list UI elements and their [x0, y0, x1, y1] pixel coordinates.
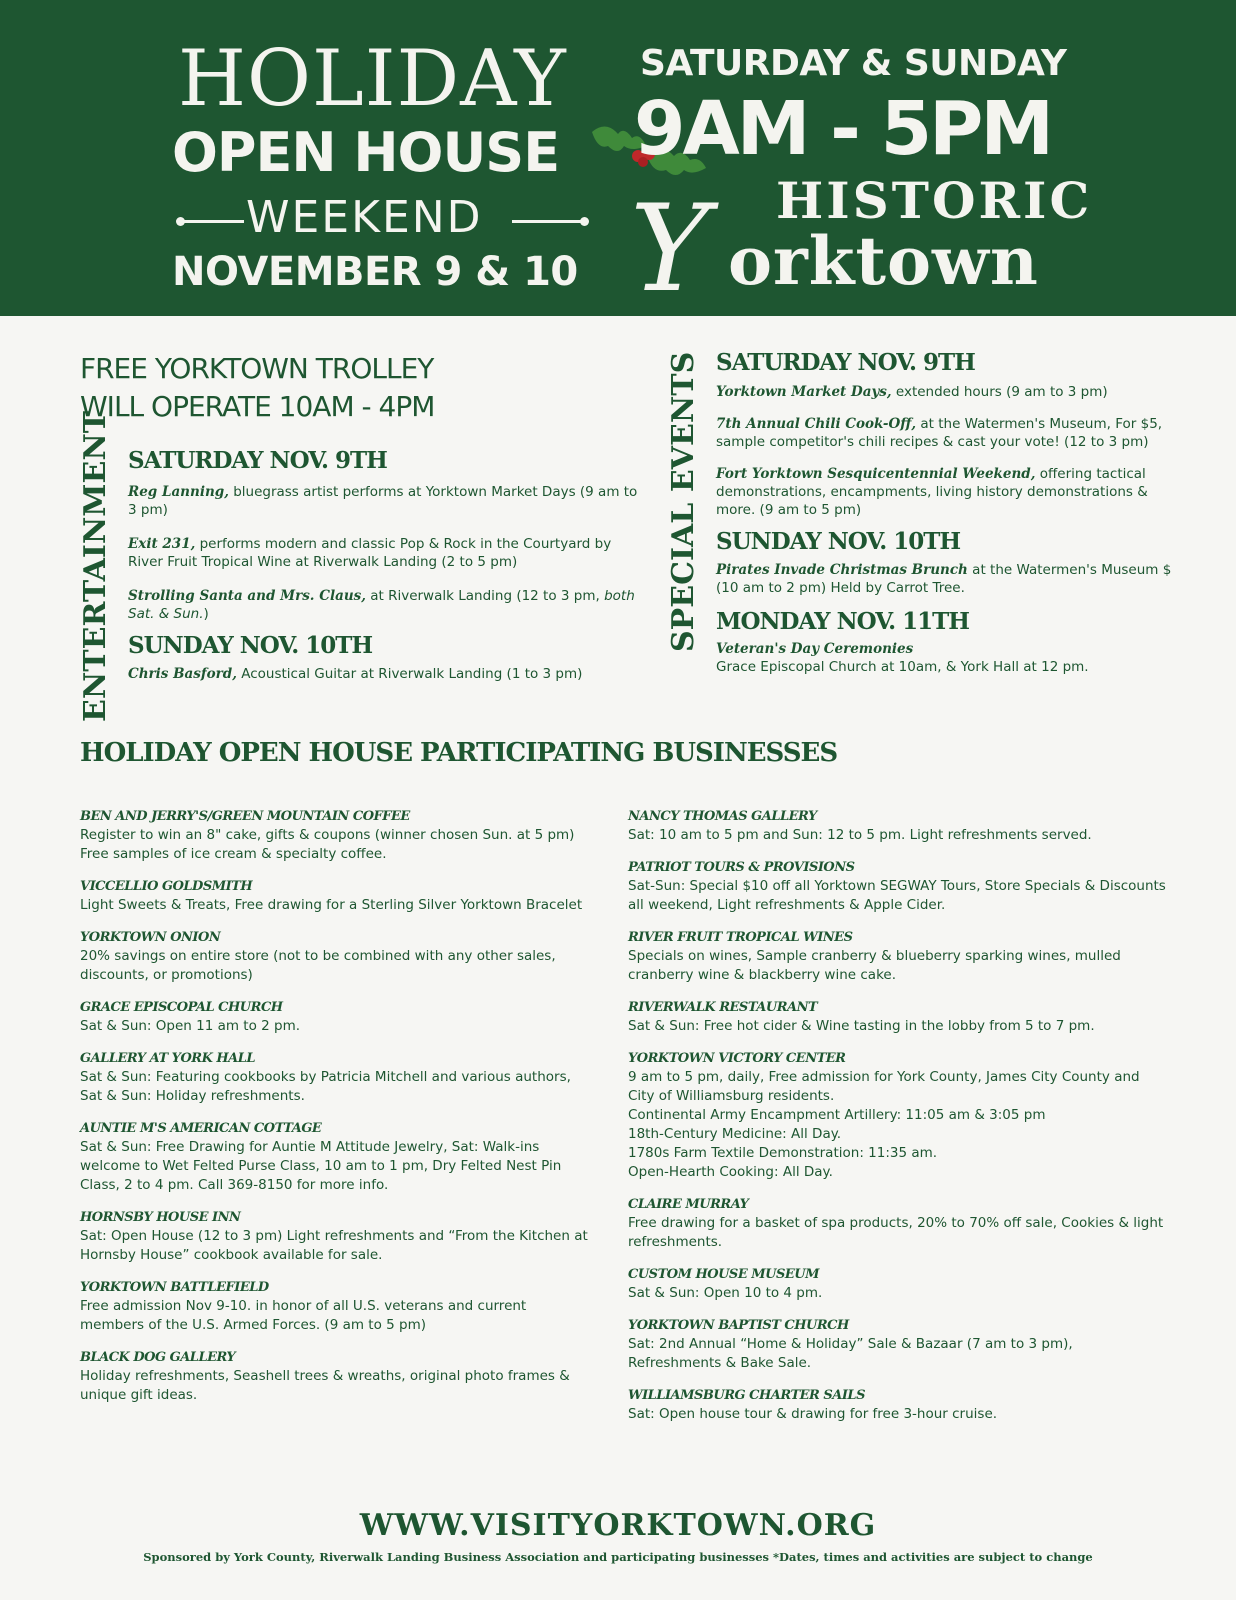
- entertainment-label: ENTERTAINMENT: [78, 410, 113, 722]
- business-item: [80, 1120, 590, 1195]
- business-description: Sat: Open house tour & drawing for free 3-hour cruise.: [628, 1406, 998, 1422]
- business-item: [628, 808, 1168, 845]
- header-banner: [0, 0, 1236, 319]
- business-name: YORKTOWN BATTLEFIELD: [80, 1280, 269, 1295]
- business-item: [80, 1279, 590, 1335]
- special-sat-heading: SATURDAY NOV. 9TH: [716, 349, 975, 376]
- business-description: Register to win an 8" cake, gifts & coupons (winner chosen Sun. at 5 pm) Free samples of ice cream & specialty coffee.: [80, 827, 575, 862]
- businesses-right-column: [628, 808, 1168, 1438]
- trolley-notice: [80, 350, 434, 426]
- event-item: Reg Lanning, bluegrass artist performs at Yorktown Market Days (9 am to 3 pm): [128, 484, 638, 519]
- business-description: Holiday refreshments, Seashell trees & wreaths, original photo frames & unique gift ideas.: [80, 1368, 570, 1403]
- business-name: BLACK DOG GALLERY: [80, 1350, 236, 1365]
- business-item: [628, 1050, 1168, 1182]
- business-item: [80, 878, 590, 915]
- business-item: [628, 929, 1168, 985]
- business-name: BEN AND JERRY'S/GREEN MOUNTAIN COFFEE: [80, 809, 410, 824]
- business-item: [80, 808, 590, 864]
- business-description: 9 am to 5 pm, daily, Free admission for York County, James City County and City of Williamsburg residents. Continental Army Encampment Artillery: 11:05 am & 3:05 pm 18th-Century Medicine: All Day. 1780s Farm Textile Demonstration: 11:35 am. Open-Hearth Cooking: All Day.: [628, 1069, 1140, 1180]
- business-description: Light Sweets & Treats, Free drawing for a Sterling Silver Yorktown Bracelet: [80, 897, 583, 913]
- event-days: SATURDAY & SUNDAY: [640, 43, 1067, 84]
- divider-dot: [580, 217, 589, 226]
- business-description: 20% savings on entire store (not to be combined with any other sales, discounts, or promotions): [80, 948, 556, 983]
- event-item: Strolling Santa and Mrs. Claus, at Riverwalk Landing (12 to 3 pm, both Sat. & Sun.): [128, 588, 635, 623]
- town-initial: Y: [630, 180, 710, 319]
- business-item: [80, 1050, 590, 1106]
- businesses-title: HOLIDAY OPEN HOUSE PARTICIPATING BUSINESSES: [80, 738, 838, 768]
- business-item: [80, 929, 590, 985]
- event-dates: NOVEMBER 9 & 10: [172, 249, 578, 295]
- event-item: Veteran's Day Ceremonies Grace Episcopal Church at 10am, & York Hall at 12 pm.: [716, 640, 1089, 675]
- event-hours: 9AM - 5PM: [634, 86, 1051, 172]
- business-item: [628, 1317, 1168, 1373]
- business-description: Free admission Nov 9-10. in honor of all U.S. veterans and current members of the U.S. Armed Forces. (9 am to 5 pm): [80, 1298, 527, 1333]
- business-description: Free drawing for a basket of spa products, 20% to 70% off sale, Cookies & light refreshments.: [628, 1215, 1164, 1250]
- entertainment-column: [128, 448, 638, 683]
- business-name: NANCY THOMAS GALLERY: [628, 809, 817, 824]
- divider-line: [512, 220, 582, 223]
- business-description: Sat & Sun: Open 10 to 4 pm.: [628, 1285, 823, 1301]
- title-weekend-row: [176, 192, 596, 246]
- business-name: YORKTOWN VICTORY CENTER: [628, 1051, 846, 1066]
- businesses-left-column: [80, 808, 590, 1419]
- event-item: Yorktown Market Days, extended hours (9 am to 3 pm): [716, 384, 1108, 401]
- business-description: Sat & Sun: Free hot cider & Wine tasting in the lobby from 5 to 7 pm.: [628, 1018, 1095, 1034]
- event-item: 7th Annual Chili Cook-Off, at the Watermen's Museum, For $5, sample competitor's chili recipes & cast your vote! (12 to 3 pm): [716, 416, 1163, 451]
- title-holiday: HOLIDAY: [178, 34, 567, 124]
- business-description: Sat: Open House (12 to 3 pm) Light refreshments and “From the Kitchen at Hornsby House” cookbook available for sale.: [80, 1228, 588, 1263]
- business-name: WILLIAMSBURG CHARTER SAILS: [628, 1388, 865, 1403]
- business-description: Specials on wines, Sample cranberry & blueberry sparking wines, mulled cranberry wine & blackberry wine cake.: [628, 948, 1121, 983]
- title-weekend: WEEKEND: [246, 192, 483, 243]
- special-sun-heading: SUNDAY NOV. 10TH: [716, 528, 961, 556]
- trolley-line-1: FREE YORKTOWN TROLLEY: [80, 352, 434, 385]
- business-name: VICCELLIO GOLDSMITH: [80, 879, 253, 894]
- event-item: Fort Yorktown Sesquicentennial Weekend, offering tactical demonstrations, encampments, living history demonstrations & more. (9 am to 5 pm): [716, 466, 1148, 519]
- business-description: Sat & Sun: Featuring cookbooks by Patricia Mitchell and various authors, Sat & Sun: Holiday refreshments.: [80, 1069, 571, 1104]
- business-name: GRACE EPISCOPAL CHURCH: [80, 1000, 283, 1015]
- business-item: [80, 1209, 590, 1265]
- website-link[interactable]: WWW.VISITYORKTOWN.ORG: [359, 1508, 877, 1543]
- business-name: RIVER FRUIT TROPICAL WINES: [628, 930, 853, 945]
- business-item: [628, 1196, 1168, 1252]
- special-events-label: SPECIAL EVENTS: [666, 351, 701, 652]
- trolley-line-2: WILL OPERATE 10AM - 4PM: [80, 390, 435, 423]
- business-item: [628, 859, 1168, 915]
- event-item: Chris Basford, Acoustical Guitar at Riverwalk Landing (1 to 3 pm): [128, 665, 583, 682]
- business-name: YORKTOWN BAPTIST CHURCH: [628, 1318, 849, 1333]
- business-item: [80, 1349, 590, 1405]
- entertainment-sun-heading: SUNDAY NOV. 10TH: [128, 632, 373, 660]
- event-item: Exit 231, performs modern and classic Pop & Rock in the Courtyard by River Fruit Tropical Wine at Riverwalk Landing (2 to 5 pm): [128, 536, 612, 571]
- business-item: [628, 1387, 1168, 1424]
- town-name: orktown: [728, 222, 1039, 300]
- sponsor-note: Sponsored by York County, Riverwalk Landing Business Association and participating businesses *Dates, times and activities are subject to change: [143, 1550, 1093, 1564]
- business-name: CLAIRE MURRAY: [628, 1197, 749, 1212]
- business-name: YORKTOWN ONION: [80, 930, 221, 945]
- business-item: [80, 999, 590, 1036]
- business-item: [628, 999, 1168, 1036]
- business-description: Sat & Sun: Open 11 am to 2 pm.: [80, 1018, 301, 1034]
- special-events-column: [716, 350, 1176, 676]
- historic-label: HISTORIC: [776, 171, 1093, 230]
- business-description: Sat: 10 am to 5 pm and Sun: 12 to 5 pm. Light refreshments served.: [628, 827, 1092, 843]
- business-description: Sat: 2nd Annual “Home & Holiday” Sale & Bazaar (7 am to 3 pm), Refreshments & Bake Sale.: [628, 1336, 1073, 1371]
- business-name: RIVERWALK RESTAURANT: [628, 1000, 818, 1015]
- event-item: Pirates Invade Christmas Brunch at the Watermen's Museum $ (10 am to 2 pm) Held by Carrot Tree.: [716, 561, 1172, 596]
- business-name: HORNSBY HOUSE INN: [80, 1210, 241, 1225]
- special-mon-heading: MONDAY NOV. 11TH: [716, 607, 969, 635]
- business-description: Sat-Sun: Special $10 off all Yorktown SEGWAY Tours, Store Specials & Discounts all weekend, Light refreshments & Apple Cider.: [628, 878, 1166, 913]
- business-name: PATRIOT TOURS & PROVISIONS: [628, 860, 855, 875]
- entertainment-sat-heading: SATURDAY NOV. 9TH: [128, 447, 387, 474]
- title-open-house: OPEN HOUSE: [172, 121, 560, 184]
- business-name: GALLERY AT YORK HALL: [80, 1051, 256, 1066]
- divider-line: [184, 220, 244, 223]
- business-name: AUNTIE M'S AMERICAN COTTAGE: [80, 1121, 322, 1136]
- business-name: CUSTOM HOUSE MUSEUM: [628, 1267, 820, 1282]
- business-item: [628, 1266, 1168, 1303]
- business-description: Sat & Sun: Free Drawing for Auntie M Attitude Jewelry, Sat: Walk-ins welcome to Wet Felted Purse Class, 10 am to 1 pm, Dry Felted Nest Pin Class, 2 to 4 pm. Call 369-8150 for more info.: [80, 1139, 562, 1193]
